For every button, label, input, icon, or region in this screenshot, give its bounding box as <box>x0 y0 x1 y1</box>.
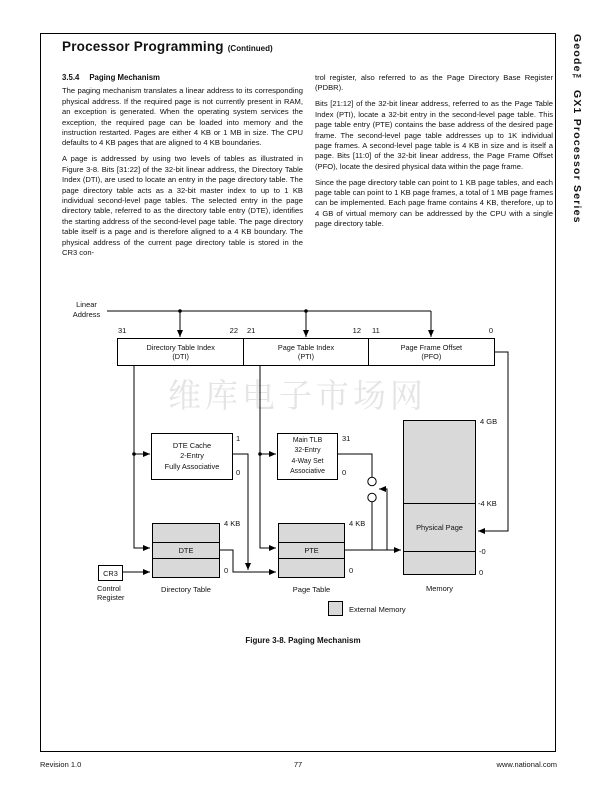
memory-neg0-label: -0 <box>479 547 486 556</box>
body-paragraph: The paging mechanism translates a linear address to its corresponding physical address. If the required page is not currently present in RAM, an exception is generated. When the operating system services the exception, the required page can be loaded into memory and the instruction restarted. Pages are either 4 KB or 1 MB in size. The CPU defaults to 4 KB pages that are aligned to 4 KB boundaries. <box>62 86 303 148</box>
main-tlb-top-index: 31 <box>342 434 351 443</box>
footer-page-number: 77 <box>293 760 303 769</box>
column-right <box>315 73 553 235</box>
main-tlb-bottom-index: 0 <box>342 468 347 477</box>
main-tlb-box: Main TLB 32-Entry 4-Way Set Associative <box>277 433 338 480</box>
cr3-register-box: CR3 <box>98 565 123 581</box>
legend-label: External Memory <box>349 605 406 614</box>
linear-address-label: Linear Address <box>72 300 101 319</box>
figure-caption: Figure 3-8. Paging Mechanism <box>245 636 361 645</box>
dte-cache-top-index: 1 <box>236 434 241 443</box>
physical-page-label: Physical Page <box>404 504 475 552</box>
bit-22: 22 <box>229 326 238 335</box>
side-tab-series-label: Geode™ GX1 Processor Series <box>571 34 583 224</box>
column-left <box>62 73 303 264</box>
memory-zero-label: 0 <box>479 568 484 577</box>
footer-website: www.national.com <box>496 760 557 769</box>
footer-revision: Revision 1.0 <box>40 760 82 769</box>
bit-12: 12 <box>352 326 361 335</box>
directory-table-zero: 0 <box>224 566 229 575</box>
field-pti: Page Table Index (PTI) <box>243 339 367 365</box>
body-paragraph: A page is addressed by using two levels of tables as illustrated in Figure 3-8. Bits [31:22] of the 32-bit linear address, the Directory Table Index (DTI), are used to locate an entry in the page directory table. The page directory table acts as a 32-bit master index to up to 1 KB individual second-level page tables. The selected entry in the page directory table, referred to as the directory table entry (DTE), identifies the starting address of the second-level page table. The page directory table itself is a page and is therefore aligned to a 4 KB boundary. The physical address of the current page directory table is stored in the CR3 con- <box>62 154 303 257</box>
dte-cache-bottom-index: 0 <box>236 468 241 477</box>
memory-box <box>403 420 476 575</box>
section-heading <box>62 73 303 83</box>
cr3-caption: Control Register <box>97 584 125 602</box>
page-header <box>62 38 273 56</box>
page-table-zero: 0 <box>349 566 354 575</box>
bit-21: 21 <box>247 326 256 335</box>
bit-31: 31 <box>118 326 127 335</box>
external-memory-swatch <box>328 601 343 616</box>
linear-address-fields <box>117 338 495 366</box>
section-title: Paging Mechanism <box>89 73 160 82</box>
memory-4kb-label: -4 KB <box>478 499 497 508</box>
dte-cache-box: DTE Cache 2-Entry Fully Associative <box>151 433 233 480</box>
memory-4gb-label: 4 GB <box>480 417 498 426</box>
bit-11: 11 <box>372 326 380 335</box>
body-paragraph: Since the page directory table can point to 1 KB page tables, and each page table can point to 1 KB page frames, a total of 1 MB page frames can be implemented. Each page frame contains 4 KB, therefore, up to 4 GB of virtual memory can be addressed by the CPU with a single page directory table. <box>315 177 553 229</box>
continued-label: (Continued) <box>227 44 273 53</box>
page-title: Processor Programming <box>62 39 224 54</box>
page-table-label: Page Table <box>292 585 331 594</box>
page-table-size: 4 KB <box>349 519 366 528</box>
watermark-text: 维库电子市场网 <box>168 377 427 414</box>
dte-entry: DTE <box>153 543 219 559</box>
directory-table-size: 4 KB <box>224 519 241 528</box>
pte-entry: PTE <box>279 543 344 559</box>
field-pfo: Page Frame Offset (PFO) <box>368 339 494 365</box>
page-table-box <box>278 523 345 578</box>
memory-label: Memory <box>425 584 454 593</box>
body-paragraph: Bits [21:12] of the 32-bit linear address, referred to as the Page Table Index (PTI), locate a 32-bit entry in the second-level page table. This page table entry (PTE) contains the base address of the desired page frame. The second-level page table addresses up to 1K individual page frames. A second-level page table is 4 KB in size and is itself a page. Bits [11:0] of the 32-bit linear address, the Page Frame Offset (PFO), locate the desired physical data within the page frame. <box>315 99 553 171</box>
field-dti: Directory Table Index (DTI) <box>146 342 215 361</box>
bit-0: 0 <box>488 326 493 335</box>
directory-table-label: Directory Table <box>161 585 211 594</box>
body-paragraph: trol register, also referred to as the Page Directory Base Register (PDBR). <box>315 73 553 93</box>
directory-table-box <box>152 523 220 578</box>
section-number: 3.5.4 <box>62 73 80 82</box>
